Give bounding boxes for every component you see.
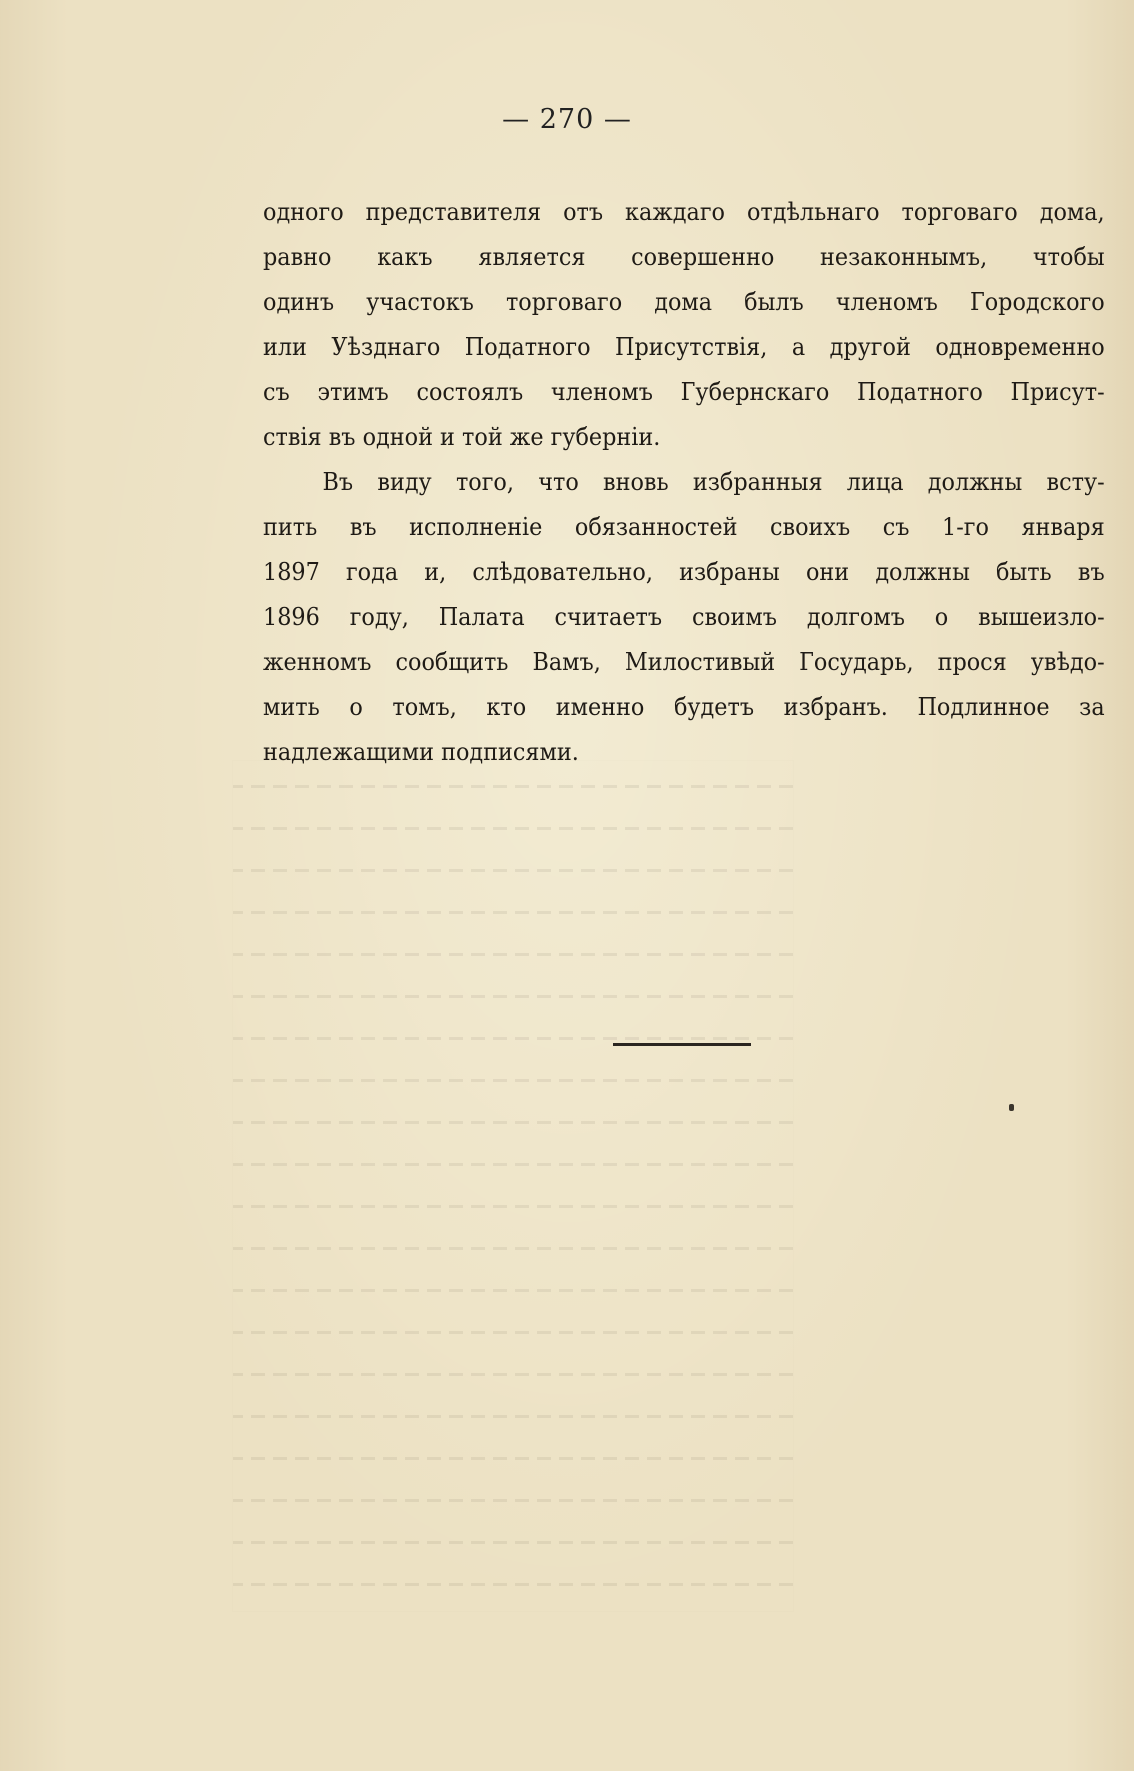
paragraph-1 <box>263 190 1105 460</box>
text-line: равно какъ является совершенно незаконнымъ, чтобы <box>263 243 1105 271</box>
text-line: съ этимъ состоялъ членомъ Губернскаго Податного Присут- <box>263 378 1105 406</box>
text-line: Въ виду того, что вновь избранныя лица должны всту- <box>322 468 1105 496</box>
paragraph-2 <box>263 460 1105 775</box>
bleed-through-text <box>232 760 794 1612</box>
ink-speck <box>1009 1104 1014 1111</box>
text-line: 1897 года и, слѣдовательно, избраны они должны быть въ <box>263 558 1105 586</box>
text-line: женномъ сообщить Вамъ, Милостивый Государь, прося увѣдо- <box>263 648 1105 676</box>
text-line: ствія въ одной и той же губерніи. <box>263 423 661 451</box>
section-divider <box>613 1043 751 1046</box>
text-line: 1896 году, Палата считаетъ своимъ долгомъ о вышеизло- <box>263 603 1105 631</box>
text-line: одинъ участокъ торговаго дома былъ членомъ Городского <box>263 288 1105 316</box>
page-number: — 270 — <box>502 104 632 135</box>
text-line: пить въ исполненіе обязанностей своихъ съ 1-го января <box>263 513 1105 541</box>
text-line: мить о томъ, кто именно будетъ избранъ. Подлинное за <box>263 693 1105 721</box>
text-line: или Уѣзднаго Податного Присутствія, а другой одновременно <box>263 333 1105 361</box>
body-text <box>263 190 1105 775</box>
text-line: надлежащими подписями. <box>263 738 579 766</box>
text-line: одного представителя отъ каждаго отдѣльнаго торговаго дома, <box>263 198 1105 226</box>
